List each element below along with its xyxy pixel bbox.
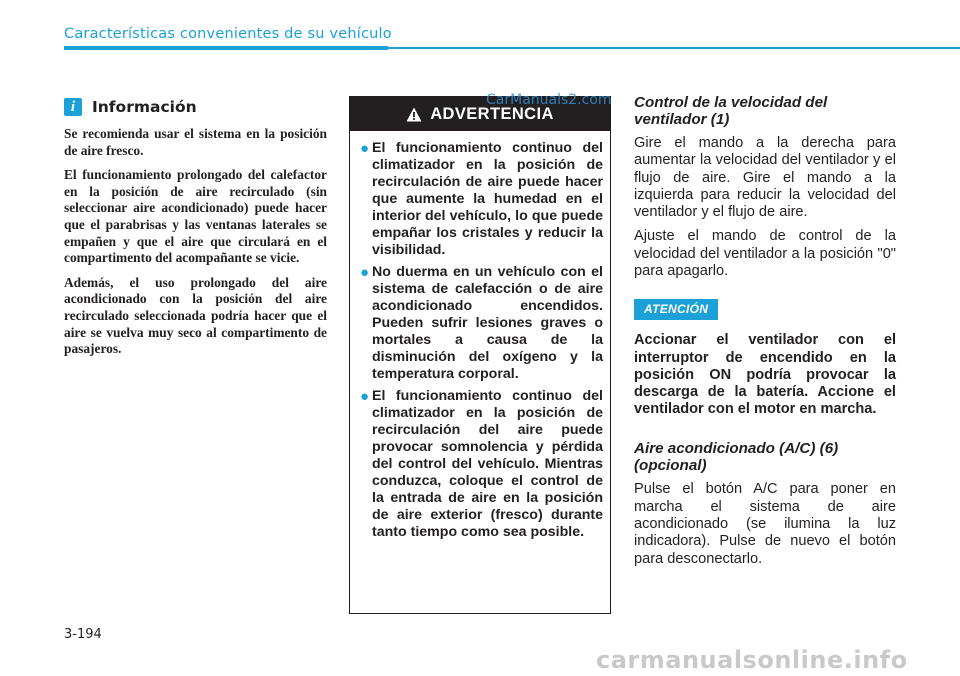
ac-section-title: Aire acondicionado (A/C) (6) (opcional) <box>634 440 839 475</box>
fan-section-title: Control de la velocidad del ventilador (1) <box>634 94 828 128</box>
warning-title: ADVERTENCIA <box>430 104 554 123</box>
watermark-top: CarManuals2.com <box>486 92 612 108</box>
controls-column <box>634 94 896 575</box>
ac-paragraph: Pulse el botón A/C para poner en marcha el sistema de aire acondicionado (se ilumina la luz indicadora). Pulse de nuevo el botón para desconectarlo. <box>634 481 896 567</box>
page-number: 3-194 <box>64 627 102 642</box>
fan-paragraph: Gire el mando a la derecha para aumentar la velocidad del ventilador y el flujo de aire. Gire el mando a la izquierda para reducir la velocidad del ventilador y el flujo de aire. <box>634 135 896 221</box>
warning-item <box>360 140 603 259</box>
warning-item-text: El funcionamiento continuo del climatizador en la posición de recirculación del aire puede provocar somnolencia y pérdida del control del vehículo. Mientras conduzca, coloque el control de la entrada de aire en la posición de aire exterior (fresco) durante tanto tiempo como sea posible. <box>372 388 603 540</box>
info-icon: i <box>64 98 82 116</box>
info-column <box>64 96 327 366</box>
warning-item-text: No duerma en un vehículo con el sistema de calefacción o de aire acondicionado encendidos. Pueden sufrir lesiones graves o mortales a causa de la disminución del oxígeno y la temperatura corporal. <box>372 264 603 382</box>
watermark-bottom: carmanualsonline.info <box>596 646 908 674</box>
info-paragraph: El funcionamiento prolongado del calefactor en la posición de aire recirculado (sin seleccionar aire acondicionado) puede hacer que el parabrisas y las ventanas laterales se empañen y que el aire que circulará en el compartimento del acompañante se vicie. <box>64 167 327 266</box>
bullet-icon: ● <box>360 264 370 281</box>
warning-list <box>360 140 603 546</box>
info-paragraph: Además, el uso prolongado del aire acondicionado con la posición del aire recirculado seleccionada podría hacer que el aire se vuelva muy seco al compartimento de pasajeros. <box>64 274 327 357</box>
warning-box <box>349 96 611 614</box>
warning-item-text: El funcionamiento continuo del climatizador en la posición de recirculación de aire puede hacer que aumente la humedad en el interior del vehículo, lo que puede empañar los cristales y reducir la visibilidad. <box>372 140 603 258</box>
info-paragraph: Se recomienda usar el sistema en la posición de aire fresco. <box>64 126 327 158</box>
section-header: Características convenientes de su vehículo <box>64 26 392 42</box>
caution-badge: ATENCIÓN <box>634 299 718 320</box>
header-rule-accent <box>64 46 388 50</box>
warning-item <box>360 264 603 383</box>
fan-paragraph: Ajuste el mando de control de la velocidad del ventilador a la posición "0" para apagarlo. <box>634 228 896 280</box>
caution-text: Accionar el ventilador con el interruptor de encendido en la posición ON podría provocar la descarga de la batería. Accione el ventilador con el motor en marcha. <box>634 332 896 418</box>
info-heading <box>64 96 327 118</box>
warning-triangle-icon <box>406 107 422 122</box>
bullet-icon: ● <box>360 388 370 405</box>
bullet-icon: ● <box>360 140 370 157</box>
warning-item <box>360 388 603 541</box>
info-title: Información <box>92 98 197 116</box>
